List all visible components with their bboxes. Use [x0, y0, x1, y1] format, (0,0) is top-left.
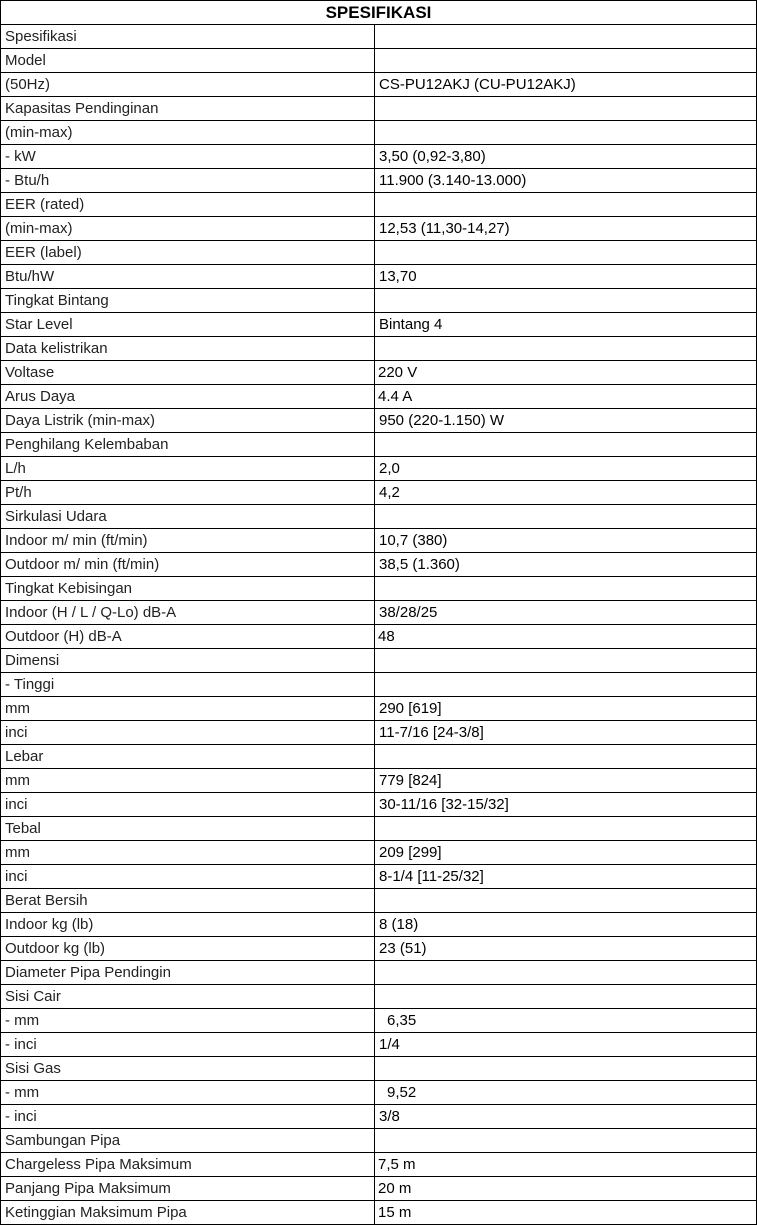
spec-value: 4,2	[375, 481, 757, 505]
table-row	[1, 25, 757, 49]
table-header-row	[1, 1, 757, 25]
spec-label: Sisi Cair	[1, 985, 375, 1009]
spec-label: Btu/hW	[1, 265, 375, 289]
spec-value: 9,52	[375, 1081, 757, 1105]
spec-label: Arus Daya	[1, 385, 375, 409]
spec-label: Tebal	[1, 817, 375, 841]
spec-label: - mm	[1, 1009, 375, 1033]
table-row	[1, 1153, 757, 1177]
table-row	[1, 385, 757, 409]
spec-label: Daya Listrik (min-max)	[1, 409, 375, 433]
spec-label: Spesifikasi	[1, 25, 375, 49]
table-row	[1, 937, 757, 961]
spec-label: mm	[1, 697, 375, 721]
spec-value: 11.900 (3.140-13.000)	[375, 169, 757, 193]
spec-label: inci	[1, 793, 375, 817]
spec-value	[375, 337, 757, 361]
spec-label: Lebar	[1, 745, 375, 769]
table-row	[1, 889, 757, 913]
table-row	[1, 193, 757, 217]
spec-value	[375, 289, 757, 313]
spec-value: 7,5 m	[375, 1153, 757, 1177]
spec-value	[375, 961, 757, 985]
spec-value: 3,50 (0,92-3,80)	[375, 145, 757, 169]
table-row	[1, 865, 757, 889]
spec-label: EER (rated)	[1, 193, 375, 217]
table-row	[1, 49, 757, 73]
spec-value: 8-1/4 [11-25/32]	[375, 865, 757, 889]
spec-value	[375, 649, 757, 673]
table-row	[1, 1033, 757, 1057]
spec-label: - kW	[1, 145, 375, 169]
spec-label: Star Level	[1, 313, 375, 337]
spec-label: Tingkat Kebisingan	[1, 577, 375, 601]
spec-value: CS-PU12AKJ (CU-PU12AKJ)	[375, 73, 757, 97]
table-row	[1, 625, 757, 649]
table-row	[1, 505, 757, 529]
spec-value	[375, 673, 757, 697]
table-row	[1, 169, 757, 193]
spec-label: Berat Bersih	[1, 889, 375, 913]
table-row	[1, 961, 757, 985]
spec-value: 30-11/16 [32-15/32]	[375, 793, 757, 817]
spec-label: Penghilang Kelembaban	[1, 433, 375, 457]
table-row	[1, 1009, 757, 1033]
spec-label: Sisi Gas	[1, 1057, 375, 1081]
spec-value	[375, 193, 757, 217]
spec-value: 6,35	[375, 1009, 757, 1033]
table-row	[1, 1105, 757, 1129]
spec-label: Sambungan Pipa	[1, 1129, 375, 1153]
spec-value: 12,53 (11,30-14,27)	[375, 217, 757, 241]
table-row	[1, 217, 757, 241]
spec-value: 290 [619]	[375, 697, 757, 721]
table-row	[1, 337, 757, 361]
spec-label: Indoor kg (lb)	[1, 913, 375, 937]
table-row	[1, 433, 757, 457]
spec-label: Tingkat Bintang	[1, 289, 375, 313]
spec-value: 13,70	[375, 265, 757, 289]
table-row	[1, 457, 757, 481]
spec-value: 38,5 (1.360)	[375, 553, 757, 577]
table-row	[1, 289, 757, 313]
spec-label: (min-max)	[1, 217, 375, 241]
spec-label: Model	[1, 49, 375, 73]
table-row	[1, 1201, 757, 1225]
spec-label: Pt/h	[1, 481, 375, 505]
table-row	[1, 577, 757, 601]
table-row	[1, 1057, 757, 1081]
spec-label: - inci	[1, 1105, 375, 1129]
spec-value: 1/4	[375, 1033, 757, 1057]
spec-label: - Tinggi	[1, 673, 375, 697]
spec-label: - mm	[1, 1081, 375, 1105]
spec-value	[375, 505, 757, 529]
spec-label: Chargeless Pipa Maksimum	[1, 1153, 375, 1177]
spec-value	[375, 817, 757, 841]
spec-value: 779 [824]	[375, 769, 757, 793]
table-row	[1, 1129, 757, 1153]
table-row	[1, 673, 757, 697]
spec-value: 2,0	[375, 457, 757, 481]
table-row	[1, 649, 757, 673]
table-row	[1, 145, 757, 169]
table-row	[1, 409, 757, 433]
table-row	[1, 745, 757, 769]
spec-label: Data kelistrikan	[1, 337, 375, 361]
table-row	[1, 1081, 757, 1105]
spec-label: Dimensi	[1, 649, 375, 673]
table-row	[1, 697, 757, 721]
spec-value	[375, 745, 757, 769]
spec-label: Diameter Pipa Pendingin	[1, 961, 375, 985]
table-row	[1, 553, 757, 577]
spec-label: - inci	[1, 1033, 375, 1057]
spec-value: 11-7/16 [24-3/8]	[375, 721, 757, 745]
spec-label: mm	[1, 769, 375, 793]
spec-label: Indoor (H / L / Q-Lo) dB-A	[1, 601, 375, 625]
spec-label: Panjang Pipa Maksimum	[1, 1177, 375, 1201]
spec-value: 20 m	[375, 1177, 757, 1201]
spec-value	[375, 241, 757, 265]
table-row	[1, 769, 757, 793]
table-row	[1, 793, 757, 817]
table-row	[1, 841, 757, 865]
spec-value	[375, 121, 757, 145]
table-row	[1, 985, 757, 1009]
table-row	[1, 361, 757, 385]
spec-label: inci	[1, 865, 375, 889]
table-row	[1, 73, 757, 97]
spec-label: Sirkulasi Udara	[1, 505, 375, 529]
table-title: SPESIFIKASI	[1, 1, 757, 25]
spec-value	[375, 97, 757, 121]
spec-label: Outdoor (H) dB-A	[1, 625, 375, 649]
table-row	[1, 601, 757, 625]
spec-value: 3/8	[375, 1105, 757, 1129]
spec-value: 220 V	[375, 361, 757, 385]
spec-value: 48	[375, 625, 757, 649]
spec-value	[375, 985, 757, 1009]
spec-label: Voltase	[1, 361, 375, 385]
spec-value	[375, 889, 757, 913]
spec-label: L/h	[1, 457, 375, 481]
spec-label: EER (label)	[1, 241, 375, 265]
spec-label: Outdoor m/ min (ft/min)	[1, 553, 375, 577]
spec-value: 23 (51)	[375, 937, 757, 961]
table-body	[1, 25, 757, 1225]
table-row	[1, 529, 757, 553]
table-row	[1, 913, 757, 937]
spec-value	[375, 1129, 757, 1153]
table-row	[1, 265, 757, 289]
spec-value	[375, 577, 757, 601]
table-row	[1, 97, 757, 121]
table-row	[1, 721, 757, 745]
spec-value	[375, 49, 757, 73]
spec-label: - Btu/h	[1, 169, 375, 193]
spec-value	[375, 1057, 757, 1081]
spec-label: Indoor m/ min (ft/min)	[1, 529, 375, 553]
spec-value: 10,7 (380)	[375, 529, 757, 553]
spec-label: Ketinggian Maksimum Pipa	[1, 1201, 375, 1225]
table-row	[1, 241, 757, 265]
table-row	[1, 313, 757, 337]
spec-value	[375, 433, 757, 457]
spec-label: inci	[1, 721, 375, 745]
table-row	[1, 481, 757, 505]
table-row	[1, 121, 757, 145]
spec-value: 4.4 A	[375, 385, 757, 409]
spec-value: 8 (18)	[375, 913, 757, 937]
spec-label: (min-max)	[1, 121, 375, 145]
table-row	[1, 1177, 757, 1201]
spec-value: 38/28/25	[375, 601, 757, 625]
spec-label: mm	[1, 841, 375, 865]
spec-value: Bintang 4	[375, 313, 757, 337]
spec-value: 209 [299]	[375, 841, 757, 865]
spec-value: 950 (220-1.150) W	[375, 409, 757, 433]
spec-value	[375, 25, 757, 49]
spec-label: Outdoor kg (lb)	[1, 937, 375, 961]
table-row	[1, 817, 757, 841]
spec-value: 15 m	[375, 1201, 757, 1225]
spec-label: Kapasitas Pendinginan	[1, 97, 375, 121]
spec-label: (50Hz)	[1, 73, 375, 97]
